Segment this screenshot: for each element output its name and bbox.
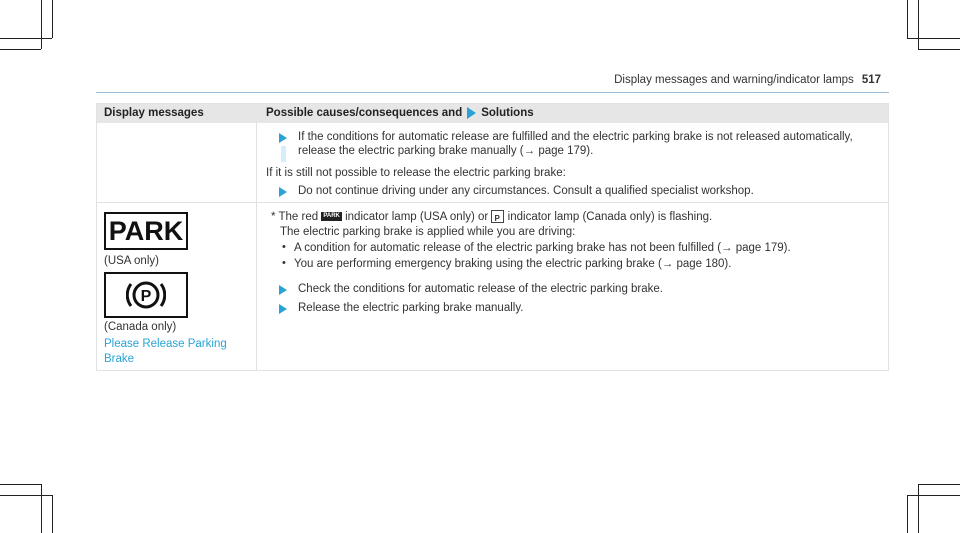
- row2-step1: Check the conditions for automatic release of the electric parking brake.: [298, 283, 663, 295]
- row2-line1-c: indicator lamp (Canada only) is flashing.: [507, 211, 713, 223]
- column-divider: [256, 123, 257, 370]
- crop-mark: [0, 49, 41, 50]
- section-title: Display messages and warning/indicator lamps: [614, 74, 854, 86]
- arrow-icon: [467, 107, 476, 119]
- row-divider: [97, 202, 888, 203]
- row2-line2: The electric parking brake is applied while you are driving:: [280, 226, 576, 238]
- row2-bullet2: You are performing emergency braking using the electric parking brake (→ page 180).: [294, 258, 732, 270]
- col-header-solutions-text: Solutions: [481, 107, 534, 119]
- asterisk: *: [271, 211, 276, 223]
- display-message-text: Please Release Parking Brake: [104, 338, 227, 365]
- park-inline-icon: PARK: [323, 213, 340, 220]
- parking-brake-inline-icon: [491, 210, 504, 223]
- row2-bullet1: A condition for automatic release of the electric parking brake has not been fulfilled (→ page 179).: [294, 242, 791, 254]
- bullet-icon: •: [282, 257, 286, 269]
- svg-text:P: P: [140, 288, 152, 305]
- step-arrow-icon: [279, 133, 287, 143]
- row1-step1-line1: If the conditions for automatic release are fulfilled and the electric parking brake is not released automatically,: [298, 131, 853, 143]
- crop-mark: [918, 49, 960, 50]
- crop-mark: [918, 484, 919, 533]
- parking-brake-symbol-icon: [126, 275, 166, 315]
- header-text: [614, 74, 881, 86]
- bullet-icon: •: [282, 241, 286, 253]
- crop-mark: [52, 495, 53, 533]
- crop-mark: [907, 0, 908, 38]
- crop-mark: [41, 484, 42, 533]
- crop-mark: [52, 0, 53, 38]
- crop-mark: [918, 484, 960, 485]
- park-icon-text: PARK: [108, 215, 184, 246]
- page-number: 517: [861, 74, 881, 86]
- step-arrow-icon: [279, 285, 287, 295]
- messages-table: [96, 103, 889, 371]
- step-arrow-icon: [279, 304, 287, 314]
- page-header: [96, 72, 889, 93]
- parking-brake-warning-icon: [104, 272, 188, 318]
- row2-line1-b: indicator lamp (USA only) or: [345, 211, 489, 223]
- continuation-bar: [281, 146, 286, 162]
- crop-mark: [907, 38, 960, 39]
- col-header-display-messages: Display messages: [104, 107, 204, 119]
- row1-step2: Do not continue driving under any circumstances. Consult a qualified specialist workshop.: [298, 185, 754, 197]
- col-header-causes-text: Possible causes/consequences and: [266, 107, 463, 119]
- row2-line1-a: The red: [278, 211, 319, 223]
- row2-step2: Release the electric parking brake manually.: [298, 302, 524, 314]
- col-header-causes: [266, 107, 534, 119]
- row2-line1: [271, 210, 712, 225]
- crop-mark: [907, 495, 908, 533]
- canada-only-label: (Canada only): [104, 321, 177, 333]
- crop-mark: [0, 495, 52, 496]
- crop-mark: [0, 484, 41, 485]
- crop-mark: [41, 0, 42, 49]
- row1-note: If it is still not possible to release the electric parking brake:: [266, 167, 566, 179]
- step-arrow-icon: [279, 187, 287, 197]
- row1-step1-line2: release the electric parking brake manually (→ page 179).: [298, 145, 594, 157]
- crop-mark: [0, 38, 52, 39]
- table-header: [97, 104, 888, 123]
- park-warning-icon: [104, 212, 188, 250]
- usa-only-label: (USA only): [104, 255, 159, 267]
- crop-mark: [907, 495, 960, 496]
- crop-mark: [918, 0, 919, 49]
